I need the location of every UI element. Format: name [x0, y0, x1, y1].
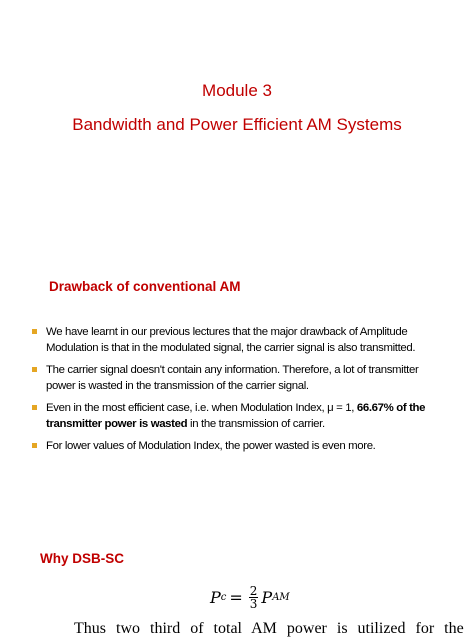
formula-rhs-sub: AM	[272, 592, 290, 603]
bullet-marker-icon	[32, 405, 37, 410]
formula-rhs-var: P	[261, 588, 273, 607]
formula-lhs-sub: c	[220, 592, 227, 603]
power-formula	[210, 585, 290, 610]
bullet-text-bold: transmitter power is wasted	[46, 418, 188, 430]
formula-numerator: 2	[249, 584, 258, 598]
bullet-text: Even in the most efficient case, i.e. when Modulation Index, μ = 1,	[46, 402, 357, 414]
body-text-cutoff: Thus two third of total AM power is utilized for the	[74, 620, 464, 637]
module-title: Module 3	[202, 81, 272, 100]
bullet-list	[32, 324, 452, 460]
bullet-marker-icon	[32, 443, 37, 448]
bullet-item	[32, 362, 452, 394]
bullet-item	[32, 324, 452, 356]
bullet-text: For lower values of Modulation Index, the power wasted is even more.	[46, 440, 376, 452]
bullet-text: The carrier signal doesn't contain any information. Therefore, a lot of transmitter	[46, 364, 419, 376]
slide-subtitle: Bandwidth and Power Efficient AM Systems	[72, 115, 402, 134]
bullet-item	[32, 400, 452, 432]
formula-fraction	[249, 585, 259, 610]
bullet-text: power is wasted in the transmission of the carrier signal.	[46, 380, 309, 392]
section-heading-drawback: Drawback of conventional AM	[49, 279, 241, 294]
bullet-item	[32, 438, 452, 454]
bullet-marker-icon	[32, 329, 37, 334]
bullet-text: Modulation is that in the modulated signal, the carrier signal is also transmitted.	[46, 342, 416, 354]
bullet-text: in the transmission of carrier.	[187, 418, 325, 430]
formula-denominator: 3	[249, 597, 258, 611]
bullet-text-bold: 66.67% of the	[356, 402, 426, 414]
bullet-text: We have learnt in our previous lectures that the major drawback of Amplitude	[46, 326, 408, 338]
section-heading-why-dsb-sc: Why DSB-SC	[40, 551, 124, 566]
formula-equals: =	[229, 588, 243, 607]
bullet-marker-icon	[32, 367, 37, 372]
formula-lhs-var: P	[210, 588, 221, 607]
